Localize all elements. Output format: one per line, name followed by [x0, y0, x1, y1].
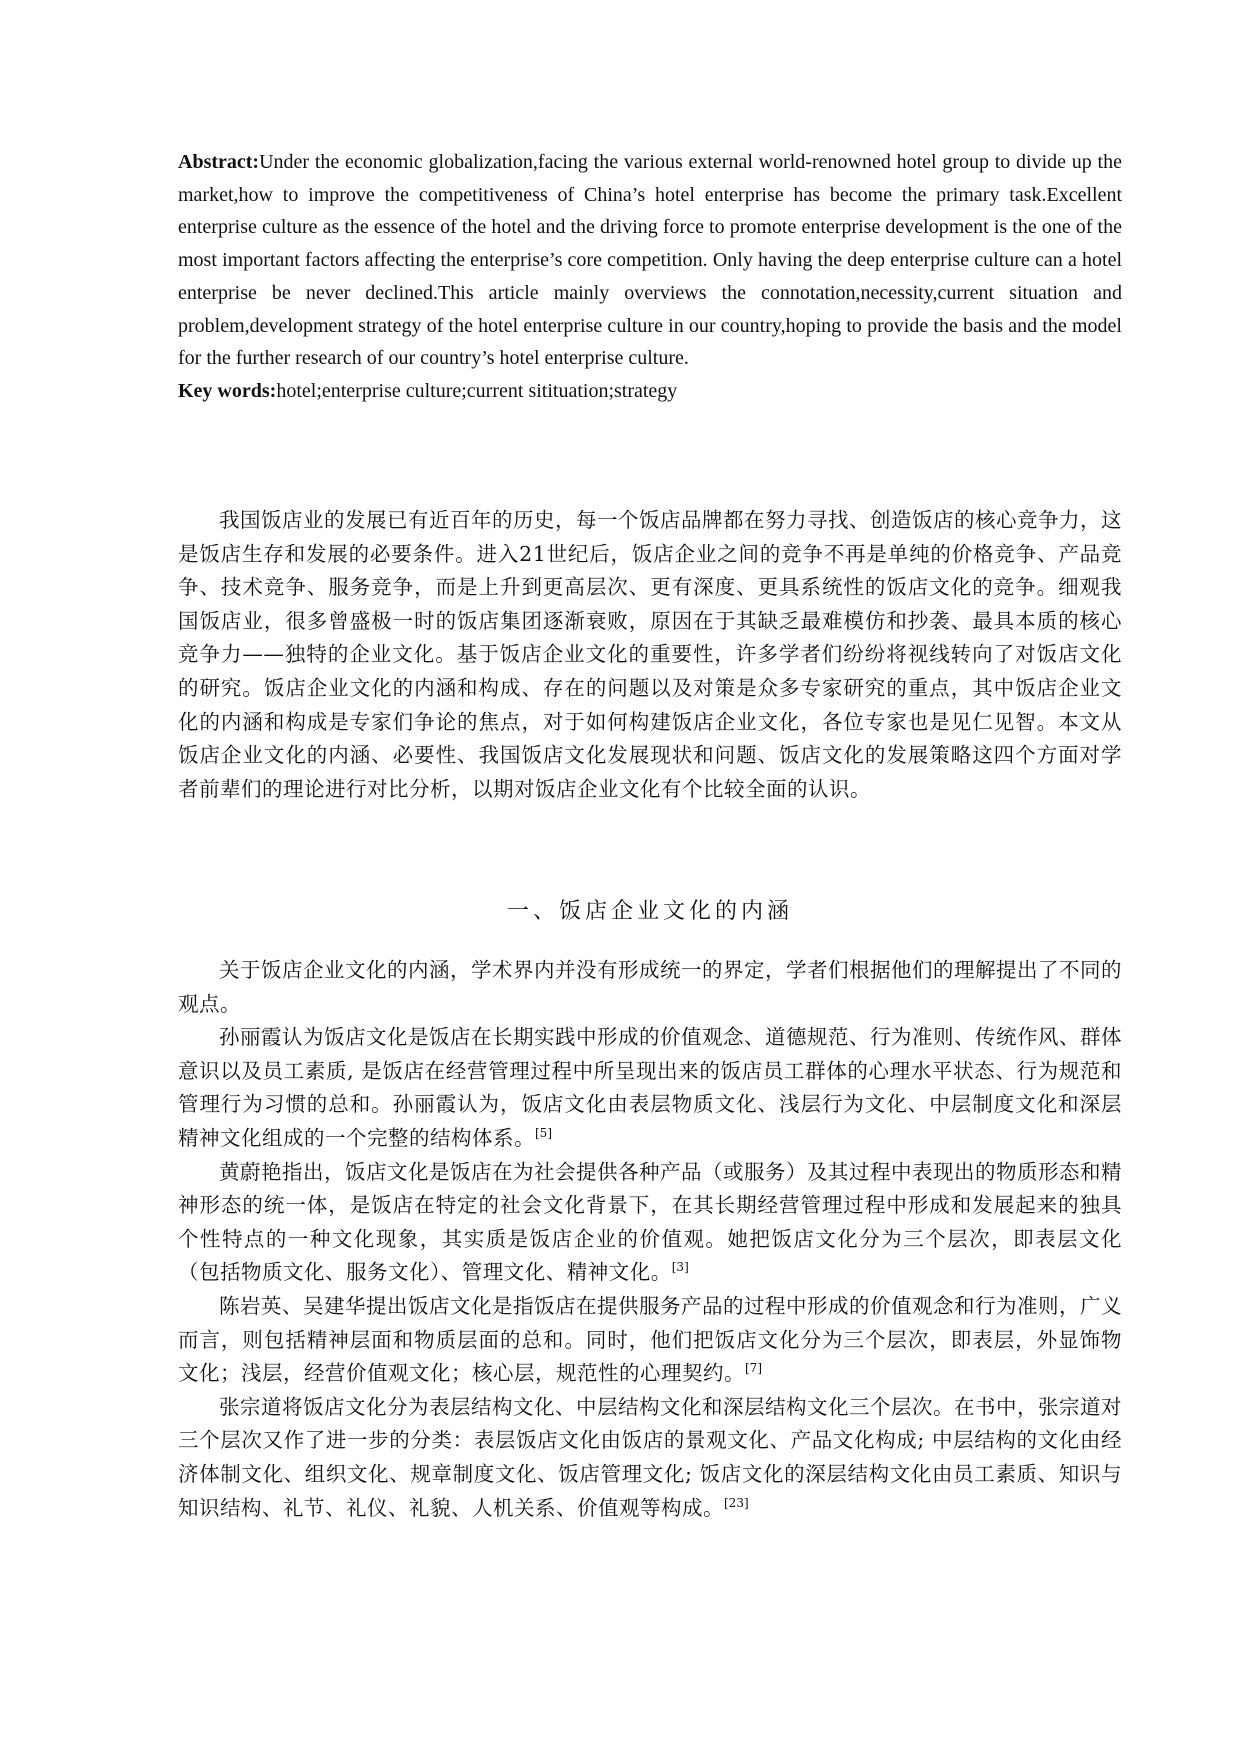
- citation-ref: [5]: [535, 1126, 552, 1141]
- keywords-text: hotel;enterprise culture;current sitituation;strategy: [276, 379, 678, 402]
- section-paragraph-5: [178, 1391, 1122, 1525]
- section-paragraph-3: [178, 1156, 1122, 1290]
- keywords-label: Key words:: [178, 379, 277, 402]
- intro-paragraph: 我国饭店业的发展已有近百年的历史，每一个饭店品牌都在努力寻找、创造饭店的核心竞争力，这是饭店生存和发展的必要条件。进入21世纪后，饭店企业之间的竞争不再是单纯的价格竞争、产品竞争、技术竞争、服务竞争，而是上升到更高层次、更有深度、更具系统性的饭店文化的竞争。细观我国饭店业，很多曾盛极一时的饭店集团逐渐衰败，原因在于其缺乏最难模仿和抄袭、最具本质的核心竞争力——独特的企业文化。基于饭店企业文化的重要性，许多学者们纷纷将视线转向了对饭店文化的研究。饭店企业文化的内涵和构成、存在的问题以及对策是众多专家研究的重点，其中饭店企业文化的内涵和构成是专家们争论的焦点，对于如何构建饭店企业文化，各位专家也是见仁见智。本文从饭店企业文化的内涵、必要性、我国饭店文化发展现状和问题、饭店文化的发展策略这四个方面对学者前辈们的理论进行对比分析，以期对饭店企业文化有个比较全面的认识。: [178, 508, 1122, 801]
- paragraph-2-text: 孙丽霞认为饭店文化是饭店在长期实践中形成的价值观念、道德规范、行为准则、传统作风、群体意识以及员工素质, 是饭店在经营管理过程中所呈现出来的饭店员工群体的心理水平状态、行为规范和管理行为习惯的总和。孙丽霞认为，饭店文化由表层物质文化、浅层行为文化、中层制度文化和深层精神文化组成的一个完整的结构体系。: [178, 1025, 1122, 1150]
- paragraph-4-text: 陈岩英、吴建华提出饭店文化是指饭店在提供服务产品的过程中形成的价值观念和行为准则，广义而言，则包括精神层面和物质层面的总和。同时，他们把饭店文化分为三个层次，即表层，外显饰物文化；浅层，经营价值观文化；核心层，规范性的心理契约。: [178, 1293, 1122, 1386]
- citation-ref: [23]: [724, 1495, 749, 1510]
- citation-ref: [3]: [671, 1260, 689, 1275]
- section-paragraph-1: 关于饭店企业文化的内涵，学术界内并没有形成统一的界定，学者们根据他们的理解提出了不同的观点。: [178, 958, 1122, 1016]
- paragraph-5-text: 张宗道将饭店文化分为表层结构文化、中层结构文化和深层结构文化三个层次。在书中，张宗道对三个层次又作了进一步的分类：表层饭店文化由饭店的景观文化、产品文化构成; 中层结构的文化由经济体制文化、组织文化、规章制度文化、饭店管理文化; 饭店文化的深层结构文化由员工素质、知识与知识结构、礼节、礼仪、礼貌、人机关系、价值观等构成。: [178, 1394, 1122, 1520]
- keywords-line: [178, 375, 1122, 408]
- paragraph-3-text: 黄蔚艳指出，饭店文化是饭店在为社会提供各种产品（或服务）及其过程中表现出的物质形态和精神形态的统一体，是饭店在特定的社会文化背景下，在其长期经营管理过程中形成和发展起来的独具个性特点的一种文化现象，其实质是饭店企业的价值观。她把饭店文化分为三个层次，即表层文化（包括物质文化、服务文化）、管理文化、精神文化。: [178, 1159, 1122, 1285]
- abstract-text: Under the economic globalization,facing the various external world-renowned hotel group to divide up the market,how to improve the competitiveness of China’s hotel enterprise has become the primary task.Excellent enterprise culture as the essence of the hotel and the driving force to promote enterprise development is the one of the most important factors affecting the enterprise’s core competition. Only having the deep enterprise culture can a hotel enterprise be never declined.This article mainly overviews the connotation,necessity,current situation and problem,development strategy of the hotel enterprise culture in our country,hoping to provide the basis and the model for the further research of our country’s hotel enterprise culture.: [178, 151, 1122, 370]
- section-paragraph-4: [178, 1290, 1122, 1391]
- citation-ref: [7]: [745, 1361, 762, 1376]
- abstract-label: Abstract:: [178, 151, 260, 173]
- section-body: [178, 954, 1122, 1525]
- introduction-section: [178, 504, 1122, 806]
- abstract-section: [178, 146, 1122, 408]
- abstract-paragraph: [178, 146, 1122, 375]
- section-paragraph-2: [178, 1021, 1122, 1155]
- section-heading: 一、饭店企业文化的内涵: [506, 899, 793, 924]
